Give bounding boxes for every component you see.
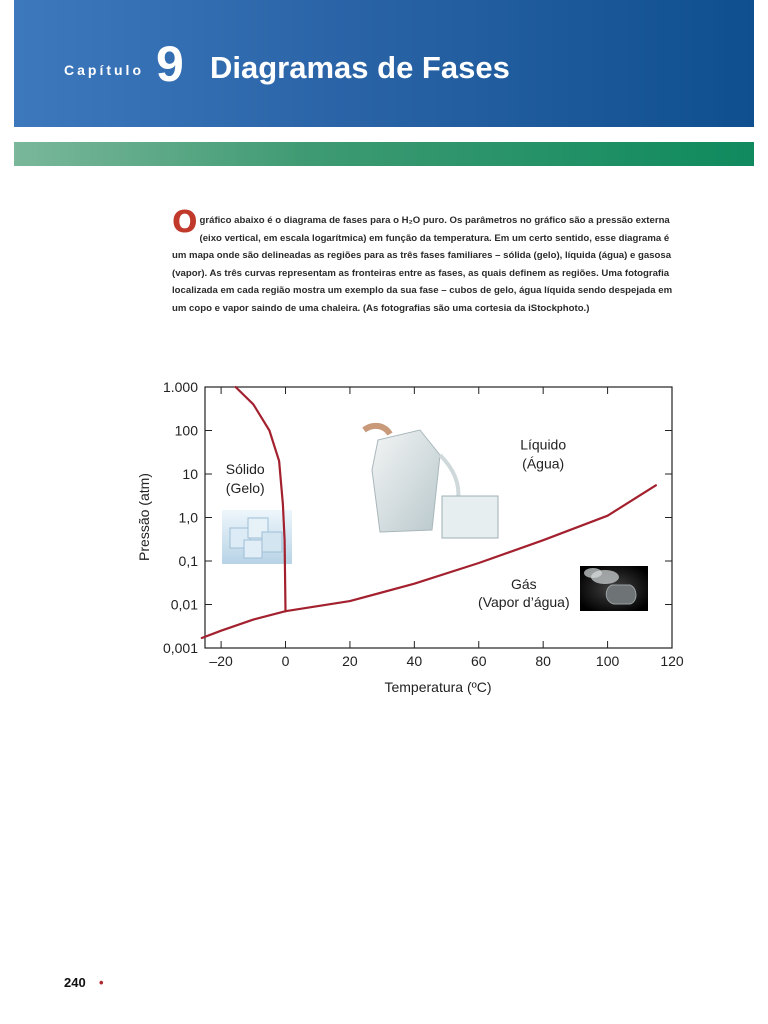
x-tick-label: 20 [342, 653, 358, 669]
phase-curve-1 [236, 387, 286, 611]
x-axis-label: Temperatura (ºC) [384, 679, 492, 695]
x-tick-label: 40 [406, 653, 423, 669]
region-label: Líquido [520, 436, 567, 453]
y-tick-label: 100 [174, 422, 198, 439]
chapter-title: Diagramas de Fases [210, 50, 510, 85]
chapter-label: Capítulo [64, 62, 144, 78]
y-tick-label: 10 [182, 466, 198, 482]
chapter-number: 9 [156, 36, 184, 92]
y-tick-label: 1.000 [162, 379, 198, 395]
x-tick-label: 80 [535, 653, 551, 669]
y-tick-label: 0,1 [178, 553, 198, 569]
drop-cap: O [172, 205, 198, 240]
x-tick-label: 0 [281, 653, 290, 669]
x-tick-label: 60 [470, 653, 487, 669]
x-tick-label: 120 [660, 653, 684, 669]
y-tick-label: 1,0 [178, 509, 198, 526]
ice-cubes-photo [222, 510, 292, 564]
intro-text: gráfico abaixo é o diagrama de fases para o H₂O puro. Os parâmetros no gráfico são a pressão externa (eixo vertical, em escala logarítmica) em função da temperatura. Em um certo sentido, esse diagrama é um mapa onde são delineadas as regiões para as três fases familiares – sólida (gelo), líquida (água) e gasosa (vapor). As três curvas representam as fronteiras entre as fases, as quais definem as regiões. Uma fotografia localizada em cada região mostra um exemplo da sua fase – cubos de gelo, água líquida sendo despejada em um copo e vapor saindo de uma chaleira. (As fotografias são uma cortesia da iStockphoto.) [172, 215, 673, 314]
region-label: Sólido [225, 461, 265, 477]
page-number-dot: • [99, 975, 104, 990]
page-number: 240 [64, 975, 86, 990]
phase-curve-2 [202, 611, 286, 638]
x-tick-label: 100 [595, 653, 620, 669]
region-label: Gás [511, 575, 537, 592]
water-pouring-photo [364, 421, 502, 541]
y-axis-label: Pressão (atm) [136, 473, 152, 561]
y-tick-label: 0,001 [162, 640, 198, 656]
x-tick-label: –20 [209, 653, 233, 669]
y-tick-label: 0,01 [170, 596, 198, 613]
region-label: (Gelo) [225, 479, 265, 496]
kettle-steam-photo [580, 566, 648, 611]
region-label: (Vapor d’água) [478, 594, 570, 611]
region-label: (Água) [522, 455, 565, 472]
